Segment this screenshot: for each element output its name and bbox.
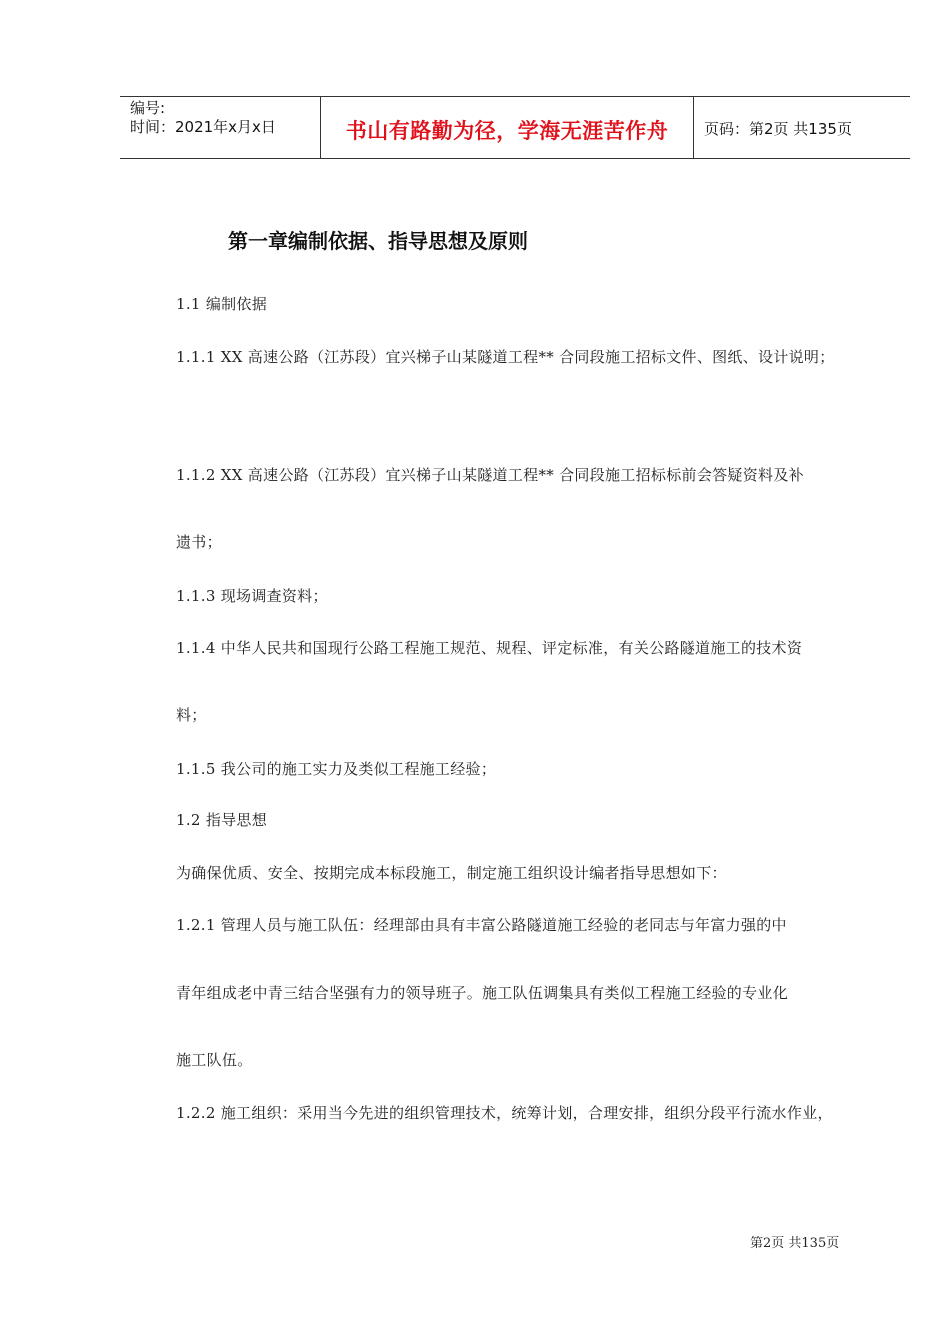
paragraph-line: 1.2.1 管理人员与施工队伍：经理部由具有丰富公路隧道施工经验的老同志与年富力强的中 (176, 916, 787, 934)
section-heading-1-2: 1.2 指导思想 (176, 811, 268, 829)
paragraph-line: 1.1.1 XX 高速公路（江苏段）宜兴梯子山某隧道工程** 合同段施工招标文件、图纸、设计说明； (176, 348, 835, 366)
paragraph-line: 1.2.2 施工组织：采用当今先进的组织管理技术，统筹计划，合理安排，组织分段平行流水作业， (176, 1104, 833, 1122)
paragraph-line: 为确保优质、安全、按期完成本标段施工，制定施工组织设计编者指导思想如下： (176, 864, 727, 882)
paragraph-line: 1.1.5 我公司的施工实力及类似工程施工经验； (176, 760, 497, 778)
paragraph-line: 1.1.2 XX 高速公路（江苏段）宜兴梯子山某隧道工程** 合同段施工招标标前会答疑资料及补 (176, 466, 804, 484)
header-page-info: 页码：第2页 共135页 (704, 120, 852, 138)
chapter-title: 第一章编制依据、指导思想及原则 (228, 229, 528, 253)
motto-text: 书山有路勤为径，学海无涯苦作舟 (345, 119, 669, 143)
section-heading-1-1: 1.1 编制依据 (176, 295, 268, 313)
header-motto-cell (321, 97, 694, 158)
header-table (120, 96, 910, 159)
paragraph-line: 遗书； (176, 533, 222, 551)
date-label: 时间：2021年x月x日 (130, 118, 276, 136)
paragraph-line: 青年组成老中青三结合坚强有力的领导班子。施工队伍调集具有类似工程施工经验的专业化 (176, 984, 789, 1002)
header-page-cell (694, 97, 910, 158)
paragraph-line: 料； (176, 706, 207, 724)
footer-page-number: 第2页 共135页 (750, 1236, 840, 1251)
paragraph-line: 1.1.4 中华人民共和国现行公路工程施工规范、规程、评定标准，有关公路隧道施工的技术资 (176, 639, 803, 657)
paragraph-line: 1.1.3 现场调查资料； (176, 587, 328, 605)
header-meta-cell (120, 97, 321, 158)
serial-number-label: 编号: (130, 99, 166, 117)
paragraph-line: 施工队伍。 (176, 1051, 253, 1069)
